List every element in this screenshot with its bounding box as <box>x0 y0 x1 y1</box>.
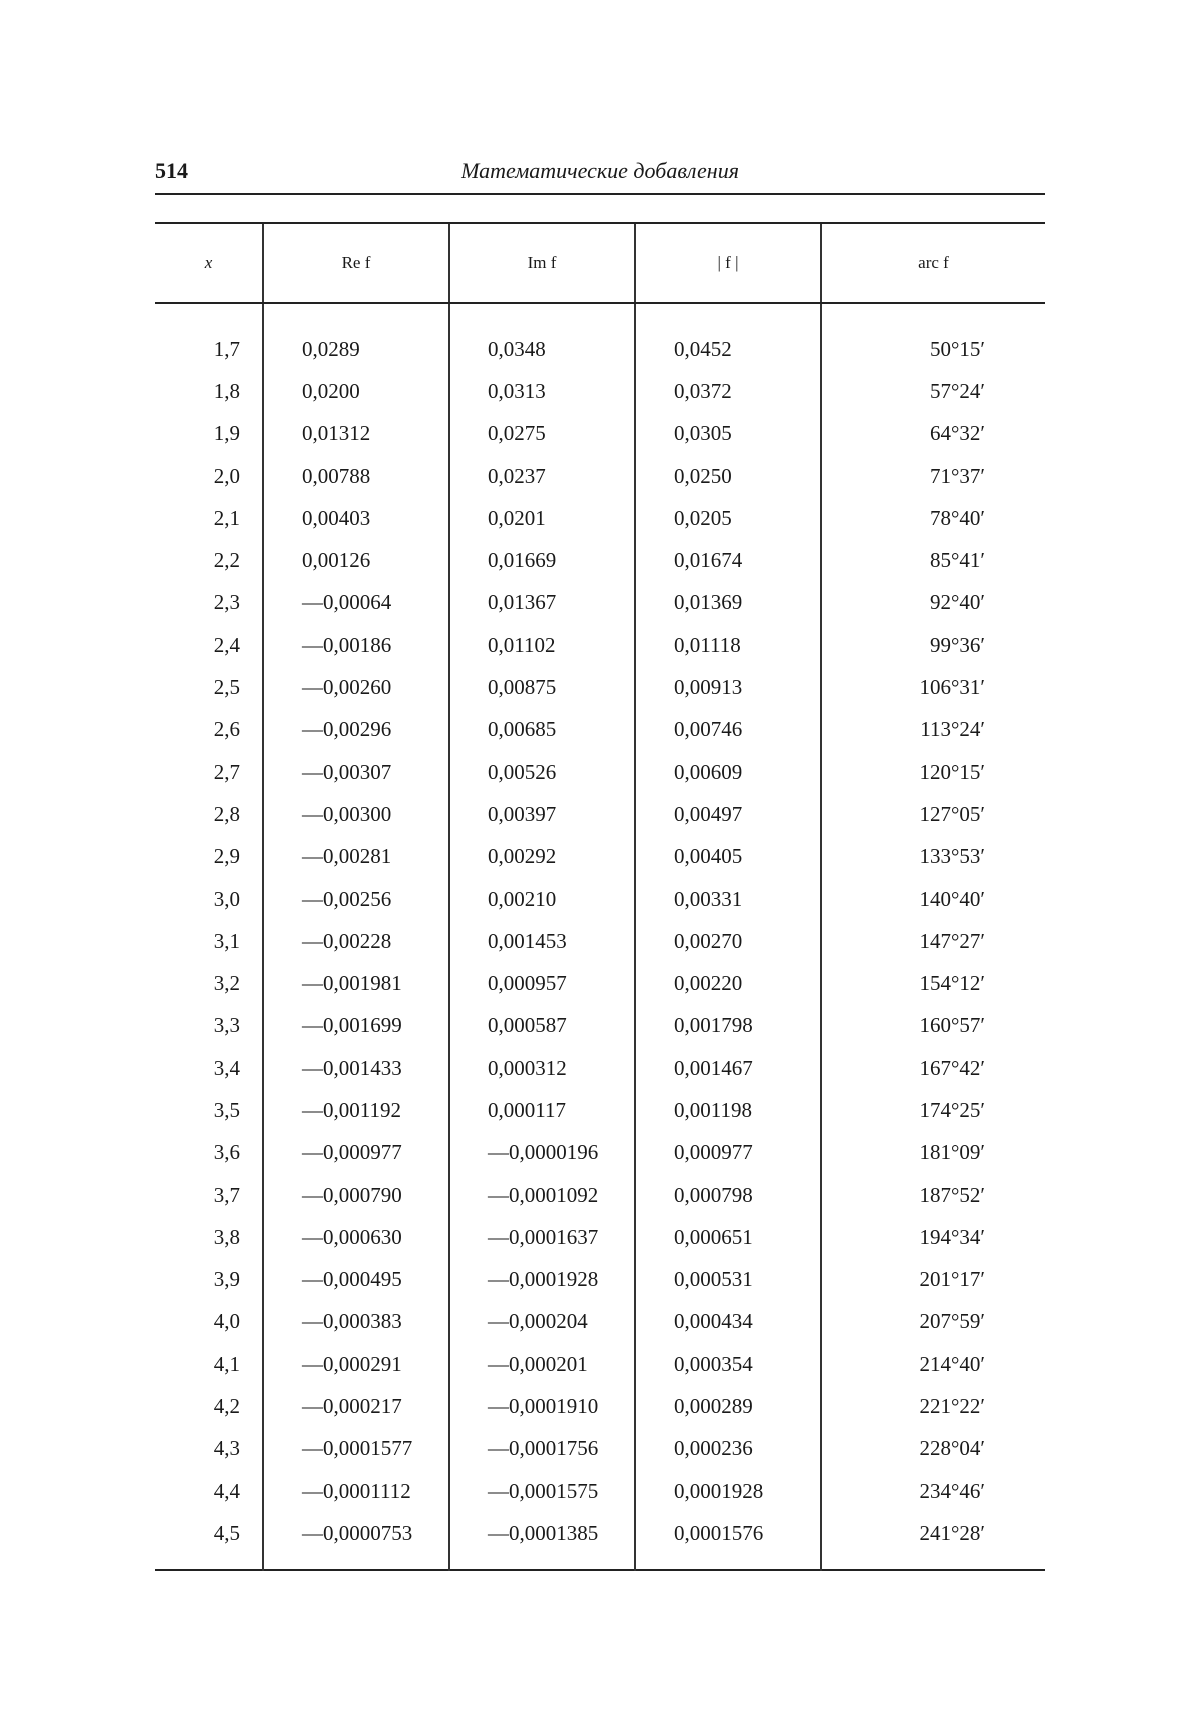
cell-abs: 0,000236 <box>635 1428 821 1470</box>
cell-abs: 0,001198 <box>635 1089 821 1131</box>
table-row <box>155 920 1045 962</box>
cell-re: —0,000790 <box>263 1174 449 1216</box>
cell-arc: 147°27′ <box>821 920 1045 962</box>
cell-x: 4,0 <box>213 1309 240 1334</box>
cell-x: 4,1 <box>213 1351 240 1376</box>
cell-re: —0,00307 <box>263 751 449 793</box>
table-row <box>155 1259 1045 1301</box>
table-header-row <box>155 223 1045 303</box>
cell-im: 0,00685 <box>449 709 635 751</box>
cell-re: 0,00788 <box>263 455 449 497</box>
cell-re: —0,001699 <box>263 1005 449 1047</box>
cell-im: 0,0275 <box>449 413 635 455</box>
cell-abs: 0,00270 <box>635 920 821 962</box>
cell-im: 0,01669 <box>449 539 635 581</box>
cell-abs: 0,00913 <box>635 666 821 708</box>
cell-re: —0,000217 <box>263 1385 449 1427</box>
table-row <box>155 582 1045 624</box>
table-row <box>155 413 1045 455</box>
cell-x: 1,9 <box>213 421 240 446</box>
cell-arc: 78°40′ <box>821 497 1045 539</box>
cell-abs: 0,000977 <box>635 1132 821 1174</box>
cell-abs: 0,00609 <box>635 751 821 793</box>
table-row <box>155 1512 1045 1569</box>
cell-x: 2,0 <box>213 463 240 488</box>
cell-x: 3,7 <box>213 1182 240 1207</box>
cell-arc: 154°12′ <box>821 962 1045 1004</box>
cell-arc: 92°40′ <box>821 582 1045 624</box>
cell-re: —0,00260 <box>263 666 449 708</box>
cell-arc: 221°22′ <box>821 1385 1045 1427</box>
cell-re: —0,001192 <box>263 1089 449 1131</box>
column-header-x: x <box>155 223 263 303</box>
cell-im: 0,001453 <box>449 920 635 962</box>
cell-im: 0,000312 <box>449 1047 635 1089</box>
cell-im: 0,00526 <box>449 751 635 793</box>
table-row <box>155 962 1045 1004</box>
cell-im: —0,000204 <box>449 1301 635 1343</box>
cell-im: —0,000201 <box>449 1343 635 1385</box>
cell-abs: 0,0250 <box>635 455 821 497</box>
cell-x: 4,5 <box>213 1520 240 1545</box>
cell-abs: 0,0001576 <box>635 1512 821 1569</box>
cell-im: 0,00397 <box>449 793 635 835</box>
cell-x: 2,1 <box>213 505 240 530</box>
cell-arc: 187°52′ <box>821 1174 1045 1216</box>
table-row <box>155 1005 1045 1047</box>
table-row <box>155 1470 1045 1512</box>
table-body <box>155 303 1045 1570</box>
cell-re: —0,0001577 <box>263 1428 449 1470</box>
table-row <box>155 455 1045 497</box>
table-bottom-rule <box>155 1570 1045 1571</box>
cell-x: 3,5 <box>213 1097 240 1122</box>
cell-re: —0,000495 <box>263 1259 449 1301</box>
table-row <box>155 1343 1045 1385</box>
cell-im: 0,000117 <box>449 1089 635 1131</box>
column-header-im: Im f <box>449 223 635 303</box>
cell-x: 2,6 <box>213 717 240 742</box>
table-row <box>155 751 1045 793</box>
cell-im: —0,0001385 <box>449 1512 635 1569</box>
cell-re: —0,00064 <box>263 582 449 624</box>
cell-re: 0,00403 <box>263 497 449 539</box>
cell-abs: 0,00331 <box>635 878 821 920</box>
page-number: 514 <box>155 158 188 183</box>
cell-x: 1,7 <box>213 336 240 361</box>
cell-re: 0,0200 <box>263 370 449 412</box>
table-row <box>155 709 1045 751</box>
cell-im: —0,0001928 <box>449 1259 635 1301</box>
table-row <box>155 1301 1045 1343</box>
cell-im: —0,0001092 <box>449 1174 635 1216</box>
table-row <box>155 1216 1045 1258</box>
cell-im: 0,00875 <box>449 666 635 708</box>
cell-re: —0,00228 <box>263 920 449 962</box>
cell-arc: 71°37′ <box>821 455 1045 497</box>
cell-arc: 50°15′ <box>821 328 1045 370</box>
column-header-abs: | f | <box>635 223 821 303</box>
cell-abs: 0,01674 <box>635 539 821 581</box>
cell-x: 2,7 <box>213 759 240 784</box>
cell-arc: 174°25′ <box>821 1089 1045 1131</box>
cell-im: —0,0001637 <box>449 1216 635 1258</box>
cell-im: —0,0001756 <box>449 1428 635 1470</box>
cell-arc: 214°40′ <box>821 1343 1045 1385</box>
cell-im: 0,000587 <box>449 1005 635 1047</box>
cell-im: 0,000957 <box>449 962 635 1004</box>
cell-x: 2,8 <box>213 801 240 826</box>
cell-re: 0,00126 <box>263 539 449 581</box>
page-header <box>155 152 1045 192</box>
table-row <box>155 328 1045 370</box>
cell-x: 2,3 <box>213 590 240 615</box>
cell-re: —0,00296 <box>263 709 449 751</box>
cell-abs: 0,00220 <box>635 962 821 1004</box>
cell-abs: 0,0001928 <box>635 1470 821 1512</box>
cell-arc: 85°41′ <box>821 539 1045 581</box>
cell-x: 2,5 <box>213 675 240 700</box>
table-row <box>155 370 1045 412</box>
cell-abs: 0,00405 <box>635 836 821 878</box>
cell-x: 2,9 <box>213 844 240 869</box>
cell-arc: 106°31′ <box>821 666 1045 708</box>
cell-im: —0,0001575 <box>449 1470 635 1512</box>
cell-x: 3,6 <box>213 1140 240 1165</box>
cell-abs: 0,000531 <box>635 1259 821 1301</box>
cell-re: —0,001433 <box>263 1047 449 1089</box>
cell-re: —0,0001112 <box>263 1470 449 1512</box>
cell-arc: 207°59′ <box>821 1301 1045 1343</box>
cell-arc: 167°42′ <box>821 1047 1045 1089</box>
cell-abs: 0,000354 <box>635 1343 821 1385</box>
function-table <box>155 222 1045 1571</box>
cell-arc: 194°34′ <box>821 1216 1045 1258</box>
cell-re: —0,00256 <box>263 878 449 920</box>
cell-re: —0,0000753 <box>263 1512 449 1569</box>
cell-x: 3,0 <box>213 886 240 911</box>
values-table <box>155 222 1045 1571</box>
cell-arc: 181°09′ <box>821 1132 1045 1174</box>
running-title: Математические добавления <box>461 158 739 183</box>
cell-x: 3,4 <box>213 1055 240 1080</box>
cell-re: —0,00281 <box>263 836 449 878</box>
cell-arc: 113°24′ <box>821 709 1045 751</box>
table-row <box>155 836 1045 878</box>
cell-abs: 0,0372 <box>635 370 821 412</box>
column-header-arc: arc f <box>821 223 1045 303</box>
cell-arc: 228°04′ <box>821 1428 1045 1470</box>
cell-im: 0,0348 <box>449 328 635 370</box>
table-row <box>155 1428 1045 1470</box>
cell-x: 3,1 <box>213 928 240 953</box>
table-row <box>155 1089 1045 1131</box>
table-row <box>155 1047 1045 1089</box>
cell-re: —0,000977 <box>263 1132 449 1174</box>
cell-im: 0,00292 <box>449 836 635 878</box>
cell-abs: 0,0205 <box>635 497 821 539</box>
table-spacer-row <box>155 303 1045 328</box>
cell-arc: 133°53′ <box>821 836 1045 878</box>
cell-im: 0,0237 <box>449 455 635 497</box>
table-row <box>155 878 1045 920</box>
cell-im: 0,0313 <box>449 370 635 412</box>
cell-arc: 160°57′ <box>821 1005 1045 1047</box>
cell-re: —0,00186 <box>263 624 449 666</box>
cell-x: 3,2 <box>213 971 240 996</box>
table-row <box>155 624 1045 666</box>
table-row <box>155 539 1045 581</box>
cell-arc: 64°32′ <box>821 413 1045 455</box>
cell-x: 1,8 <box>213 378 240 403</box>
cell-abs: 0,001798 <box>635 1005 821 1047</box>
cell-re: —0,001981 <box>263 962 449 1004</box>
cell-abs: 0,01369 <box>635 582 821 624</box>
table-row <box>155 1132 1045 1174</box>
table-row <box>155 666 1045 708</box>
cell-x: 4,2 <box>213 1394 240 1419</box>
cell-arc: 127°05′ <box>821 793 1045 835</box>
cell-abs: 0,000651 <box>635 1216 821 1258</box>
cell-arc: 99°36′ <box>821 624 1045 666</box>
cell-abs: 0,000434 <box>635 1301 821 1343</box>
cell-abs: 0,000289 <box>635 1385 821 1427</box>
header-rule <box>155 193 1045 195</box>
cell-abs: 0,01118 <box>635 624 821 666</box>
cell-im: 0,0201 <box>449 497 635 539</box>
cell-re: —0,000383 <box>263 1301 449 1343</box>
cell-x: 4,4 <box>213 1478 240 1503</box>
cell-abs: 0,00497 <box>635 793 821 835</box>
table-row <box>155 497 1045 539</box>
cell-arc: 140°40′ <box>821 878 1045 920</box>
cell-x: 3,9 <box>213 1267 240 1292</box>
cell-arc: 234°46′ <box>821 1470 1045 1512</box>
cell-abs: 0,0452 <box>635 328 821 370</box>
cell-im: 0,00210 <box>449 878 635 920</box>
cell-arc: 57°24′ <box>821 370 1045 412</box>
cell-re: —0,000291 <box>263 1343 449 1385</box>
cell-abs: 0,0305 <box>635 413 821 455</box>
cell-im: 0,01367 <box>449 582 635 624</box>
cell-abs: 0,000798 <box>635 1174 821 1216</box>
cell-x: 2,2 <box>213 548 240 573</box>
cell-x: 3,8 <box>213 1224 240 1249</box>
cell-arc: 201°17′ <box>821 1259 1045 1301</box>
cell-arc: 120°15′ <box>821 751 1045 793</box>
cell-im: —0,0000196 <box>449 1132 635 1174</box>
table-row <box>155 1174 1045 1216</box>
cell-re: —0,000630 <box>263 1216 449 1258</box>
table-row <box>155 793 1045 835</box>
cell-re: 0,0289 <box>263 328 449 370</box>
cell-re: —0,00300 <box>263 793 449 835</box>
cell-abs: 0,001467 <box>635 1047 821 1089</box>
cell-re: 0,01312 <box>263 413 449 455</box>
cell-abs: 0,00746 <box>635 709 821 751</box>
cell-arc: 241°28′ <box>821 1512 1045 1569</box>
cell-x: 4,3 <box>213 1436 240 1461</box>
cell-im: 0,01102 <box>449 624 635 666</box>
table-row <box>155 1385 1045 1427</box>
cell-x: 3,3 <box>213 1013 240 1038</box>
column-header-re: Re f <box>263 223 449 303</box>
cell-im: —0,0001910 <box>449 1385 635 1427</box>
cell-x: 2,4 <box>213 632 240 657</box>
